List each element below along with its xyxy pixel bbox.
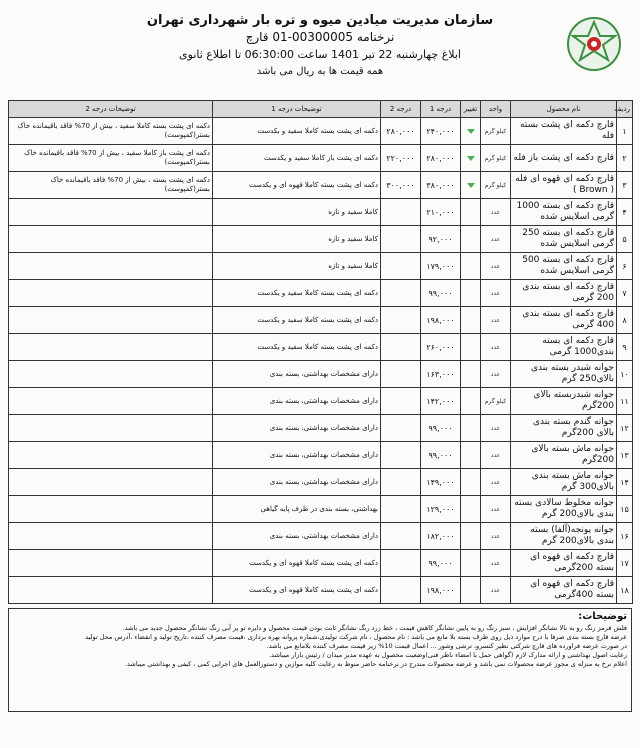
grade1-price: ۲۶۰,۰۰۰ — [421, 334, 461, 361]
unit-cell: عدد — [481, 469, 511, 496]
grade2-description — [9, 334, 213, 361]
table-row — [9, 442, 633, 469]
product-name: قارچ دکمه ای بسته 500 گرمی اسلایس شده — [511, 253, 617, 280]
grade2-description — [9, 388, 213, 415]
header-titles — [8, 12, 632, 80]
grade1-price: ۱۹۸,۰۰۰ — [421, 577, 461, 604]
product-name: جوانه ماش بسته بندی بالای300 گرم — [511, 469, 617, 496]
table-row — [9, 523, 633, 550]
table-row — [9, 388, 633, 415]
product-name: قارچ دکمه ای بسته بندی1000 گرمی — [511, 334, 617, 361]
unit-cell: عدد — [481, 577, 511, 604]
grade1-description: کاملا سفید و تازه — [213, 199, 381, 226]
row-number: ۹ — [617, 334, 633, 361]
grade1-price: ۹۹,۰۰۰ — [421, 442, 461, 469]
table-row — [9, 550, 633, 577]
grade2-description: دکمه ای پشت بسته ، بیش از 70% فاقد باقیمانده خاک بستر(کمپوست) — [9, 172, 213, 199]
grade2-price — [381, 280, 421, 307]
unit-cell: کیلو گرم — [481, 118, 511, 145]
grade1-price: ۹۲,۰۰۰ — [421, 226, 461, 253]
trend-cell — [461, 307, 481, 334]
announcement-date: ابلاغ چهارشنبه 22 تیر 1401 ساعت 06:30:00 تا اطلاع ثانوی — [179, 48, 461, 61]
grade2-price — [381, 361, 421, 388]
row-number: ۱۲ — [617, 415, 633, 442]
grade1-description: کاملا سفید و تازه — [213, 226, 381, 253]
grade2-price — [381, 307, 421, 334]
product-name: قارچ دکمه ای قهوه ای بسته 400گرمی — [511, 577, 617, 604]
table-row — [9, 280, 633, 307]
grade2-price — [381, 469, 421, 496]
unit-cell: عدد — [481, 523, 511, 550]
row-number: ۱۴ — [617, 469, 633, 496]
grade2-price — [381, 442, 421, 469]
product-name: جوانه شبدر بسته بندی بالای250 گرم — [511, 361, 617, 388]
row-number: ۱۰ — [617, 361, 633, 388]
down-arrow-icon — [467, 129, 475, 134]
col-name: نام محصول — [511, 101, 617, 118]
table-row — [9, 469, 633, 496]
trend-cell — [461, 334, 481, 361]
grade2-description — [9, 550, 213, 577]
down-arrow-icon — [467, 183, 475, 188]
grade2-price — [381, 388, 421, 415]
trend-cell — [461, 361, 481, 388]
grade1-price: ۱۸۲,۰۰۰ — [421, 523, 461, 550]
unit-cell: کیلو گرم — [481, 172, 511, 199]
table-row — [9, 172, 633, 199]
unit-cell: عدد — [481, 253, 511, 280]
grade2-description — [9, 523, 213, 550]
col-desc1: توضیحات درجه 1 — [213, 101, 381, 118]
row-number: ۱۱ — [617, 388, 633, 415]
note-line: در صورت عرضه فراورده های قارچ شرکتی نظیر کنسرو، ترشی وشور ... اعمال قیمت 10% زیر قیمت مصرف کننده بلامانع می باشد. — [266, 642, 627, 650]
grade2-price — [381, 334, 421, 361]
trend-cell — [461, 496, 481, 523]
unit-cell: عدد — [481, 442, 511, 469]
grade2-price — [381, 253, 421, 280]
grade1-description: دکمه ای پشت بسته کاملا قهوه ای و یکدست — [213, 550, 381, 577]
table-row — [9, 307, 633, 334]
grade1-price: ۲۸۰,۰۰۰ — [421, 145, 461, 172]
grade2-description — [9, 469, 213, 496]
product-name: قارچ دکمه ای قهوه ای بسته 200گرمی — [511, 550, 617, 577]
trend-cell — [461, 280, 481, 307]
row-number: ۶ — [617, 253, 633, 280]
grade2-description — [9, 415, 213, 442]
grade1-price: ۹۹,۰۰۰ — [421, 550, 461, 577]
grade2-description — [9, 577, 213, 604]
product-name: جوانه مخلوط سالادی بسته بندی بالای200 گرم — [511, 496, 617, 523]
note-line: فلش قرمز رنگ رو به بالا نشانگر افزایش ، سبز رنگ رو به پایین نشانگر کاهش قیمت ، خط زرد رنگ نشانگر ثابت بودن قیمت محصول و دایره تو پر آبی رنگ نشانگر محصول جدید می باشد. — [122, 624, 627, 632]
grade1-description: دکمه ای پشت بسته کاملا سفید و یکدست — [213, 307, 381, 334]
grade1-description: دکمه ای پشت بسته کاملا سفید و یکدست — [213, 280, 381, 307]
trend-cell — [461, 415, 481, 442]
grade1-description: بهداشتی، بسته بندی در ظرف پایه گیاهی — [213, 496, 381, 523]
note-line: رعایت اصول بهداشتی و ارائه مدارک لازم (گواهی حمل با امضاء ناظر فنی)وضعیت محصول به عهده مدیر میدان / رئیس بازار میباشد. — [268, 651, 627, 659]
grade2-price — [381, 496, 421, 523]
trend-cell — [461, 226, 481, 253]
grade2-description — [9, 253, 213, 280]
grade1-price: ۱۴۲,۰۰۰ — [421, 388, 461, 415]
table-row — [9, 577, 633, 604]
trend-cell — [461, 550, 481, 577]
grade2-price: ۲۸۰,۰۰۰ — [381, 118, 421, 145]
grade2-description — [9, 307, 213, 334]
product-name: قارچ دکمه ای پشت بسته فله — [511, 118, 617, 145]
table-row — [9, 415, 633, 442]
grade2-price — [381, 415, 421, 442]
col-grade1: درجه 1 — [421, 101, 461, 118]
grade1-price: ۹۹,۰۰۰ — [421, 415, 461, 442]
product-name: قارچ دکمه ای بسته بندی 400 گرمی — [511, 307, 617, 334]
grade1-price: ۲۴۰,۰۰۰ — [421, 118, 461, 145]
table-row — [9, 145, 633, 172]
product-name: قارچ دکمه ای قهوه ای فله ( Brown ) — [511, 172, 617, 199]
unit-cell: عدد — [481, 334, 511, 361]
table-row — [9, 496, 633, 523]
grade2-price — [381, 226, 421, 253]
grade1-description: دارای مشخصات بهداشتی، بسته بندی — [213, 442, 381, 469]
unit-cell: عدد — [481, 361, 511, 388]
col-desc2: توضیحات درجه 2 — [9, 101, 213, 118]
grade2-description — [9, 442, 213, 469]
trend-cell — [461, 388, 481, 415]
table-header-row — [9, 101, 633, 118]
grade2-price — [381, 199, 421, 226]
row-number: ۴ — [617, 199, 633, 226]
grade2-description — [9, 226, 213, 253]
col-unit: واحد — [481, 101, 511, 118]
grade1-description: دکمه ای پشت باز کاملا سفید و یکدست — [213, 145, 381, 172]
grade1-price: ۲۱۰,۰۰۰ — [421, 199, 461, 226]
table-row — [9, 118, 633, 145]
grade1-description: دارای مشخصات بهداشتی، بسته بندی — [213, 361, 381, 388]
table-row — [9, 199, 633, 226]
note-line: عرضه قارچ بسته بندی صرفا با درج موارد ذیل روی ظرف بسته بلا مانع می باشد : نام محصول ، نام شرکت تولیدی،شماره پروانه بهره برداری ،قیمت مصرف کننده ،تاریخ تولید و انقضاء ،آدرس محل تولید — [85, 633, 627, 641]
grade1-description: دکمه ای پشت بسته کاملا سفید و یکدست — [213, 334, 381, 361]
row-number: ۱۸ — [617, 577, 633, 604]
row-number: ۵ — [617, 226, 633, 253]
grade1-description: دارای مشخصات بهداشتی، بسته بندی — [213, 523, 381, 550]
row-number: ۳ — [617, 172, 633, 199]
unit-cell: عدد — [481, 496, 511, 523]
grade1-price: ۱۲۹,۰۰۰ — [421, 496, 461, 523]
grade2-price — [381, 550, 421, 577]
table-row — [9, 361, 633, 388]
unit-cell: عدد — [481, 550, 511, 577]
trend-cell — [461, 469, 481, 496]
unit-cell: عدد — [481, 280, 511, 307]
row-number: ۱۷ — [617, 550, 633, 577]
product-name: قارچ دکمه ای پشت باز فله — [511, 145, 617, 172]
grade1-price: ۱۶۳,۰۰۰ — [421, 361, 461, 388]
row-number: ۸ — [617, 307, 633, 334]
unit-cell: عدد — [481, 199, 511, 226]
product-name: قارچ دکمه ای بسته 250 گرمی اسلایس شده — [511, 226, 617, 253]
currency-note: همه قیمت ها به ریال می باشد — [256, 66, 384, 77]
unit-cell: کیلو گرم — [481, 388, 511, 415]
trend-cell — [461, 145, 481, 172]
trend-cell — [461, 253, 481, 280]
grade2-price — [381, 523, 421, 550]
grade1-description: کاملا سفید و تازه — [213, 253, 381, 280]
trend-cell — [461, 118, 481, 145]
col-grade2: درجه 2 — [381, 101, 421, 118]
grade1-description: دکمه ای پشت بسته کاملا قهوه ای و یکدست — [213, 577, 381, 604]
grade2-description — [9, 361, 213, 388]
grade2-description — [9, 199, 213, 226]
grade1-description: دارای مشخصات بهداشتی، بسته بندی — [213, 388, 381, 415]
grade2-description — [9, 496, 213, 523]
grade2-price — [381, 577, 421, 604]
product-name: جوانه ماش بسته بالای 200گرم — [511, 442, 617, 469]
grade2-description — [9, 280, 213, 307]
grade1-description: دارای مشخصات بهداشتی، بسته بندی — [213, 415, 381, 442]
table-row — [9, 226, 633, 253]
grade1-description: دکمه ای پشت بسته کاملا قهوه ای و یکدست — [213, 172, 381, 199]
trend-cell — [461, 523, 481, 550]
down-arrow-icon — [467, 156, 475, 161]
grade1-price: ۱۹۸,۰۰۰ — [421, 307, 461, 334]
unit-cell: کیلو گرم — [481, 145, 511, 172]
product-name: جوانه گندم بسته بندی بالای 200گرم — [511, 415, 617, 442]
trend-cell — [461, 577, 481, 604]
product-name: جوانه شبدربسته بالای 200گرم — [511, 388, 617, 415]
grade1-description: دارای مشخصات بهداشتی، بسته بندی — [213, 469, 381, 496]
row-number: ۲ — [617, 145, 633, 172]
row-number: ۱۵ — [617, 496, 633, 523]
grade1-price: ۹۹,۰۰۰ — [421, 280, 461, 307]
grade2-price: ۲۲۰,۰۰۰ — [381, 145, 421, 172]
row-number: ۷ — [617, 280, 633, 307]
grade2-description: دکمه ای پشت بسته کاملا سفید ، بیش از 70% فاقد باقیمانده خاک بستر(کمپوست) — [9, 118, 213, 145]
notes-box — [8, 608, 632, 712]
row-number: ۱۶ — [617, 523, 633, 550]
col-row: ردیف — [617, 101, 633, 118]
unit-cell: عدد — [481, 226, 511, 253]
unit-cell: عدد — [481, 307, 511, 334]
grade1-price: ۱۴۹,۰۰۰ — [421, 469, 461, 496]
document-subtitle: نرخنامه 00300005-01 قارچ — [245, 30, 395, 44]
trend-cell — [461, 199, 481, 226]
table-row — [9, 253, 633, 280]
document-header — [8, 6, 632, 100]
grade2-description: دکمه ای پشت باز کاملا سفید ، بیش از 70% فاقد باقیمانده خاک بستر(کمپوست) — [9, 145, 213, 172]
unit-cell: عدد — [481, 415, 511, 442]
row-number: ۱ — [617, 118, 633, 145]
note-line: اعلام نرخ به منزله ی مجوز عرضه محصولات نمی باشد و عرضه محصولات مندرج در نرخنامه حاضر منوط به رعایت کلیه موازین و دستورالعمل های اجرایی کمی ، کیفی و بهداشتی میباشد. — [124, 660, 627, 668]
grade2-price: ۳۰۰,۰۰۰ — [381, 172, 421, 199]
trend-cell — [461, 172, 481, 199]
product-name: قارچ دکمه ای بسته بندی 200 گرمی — [511, 280, 617, 307]
document-title: سازمان مدیریت میادین میوه و تره بار شهرداری تهران — [146, 13, 494, 28]
notes-title: توضیحات: — [578, 611, 627, 622]
grade1-price: ۱۷۹,۰۰۰ — [421, 253, 461, 280]
product-name: قارچ دکمه ای بسته 1000 گرمی اسلایس شده — [511, 199, 617, 226]
product-name: جوانه یونجه(آلفا) بسته بندی بالای200 گرم — [511, 523, 617, 550]
grade1-description: دکمه ای پشت بسته کاملا سفید و بکدست — [213, 118, 381, 145]
col-trend: تغییر — [461, 101, 481, 118]
grade1-price: ۳۸۰,۰۰۰ — [421, 172, 461, 199]
trend-cell — [461, 442, 481, 469]
table-row — [9, 334, 633, 361]
row-number: ۱۳ — [617, 442, 633, 469]
price-table — [8, 100, 633, 604]
